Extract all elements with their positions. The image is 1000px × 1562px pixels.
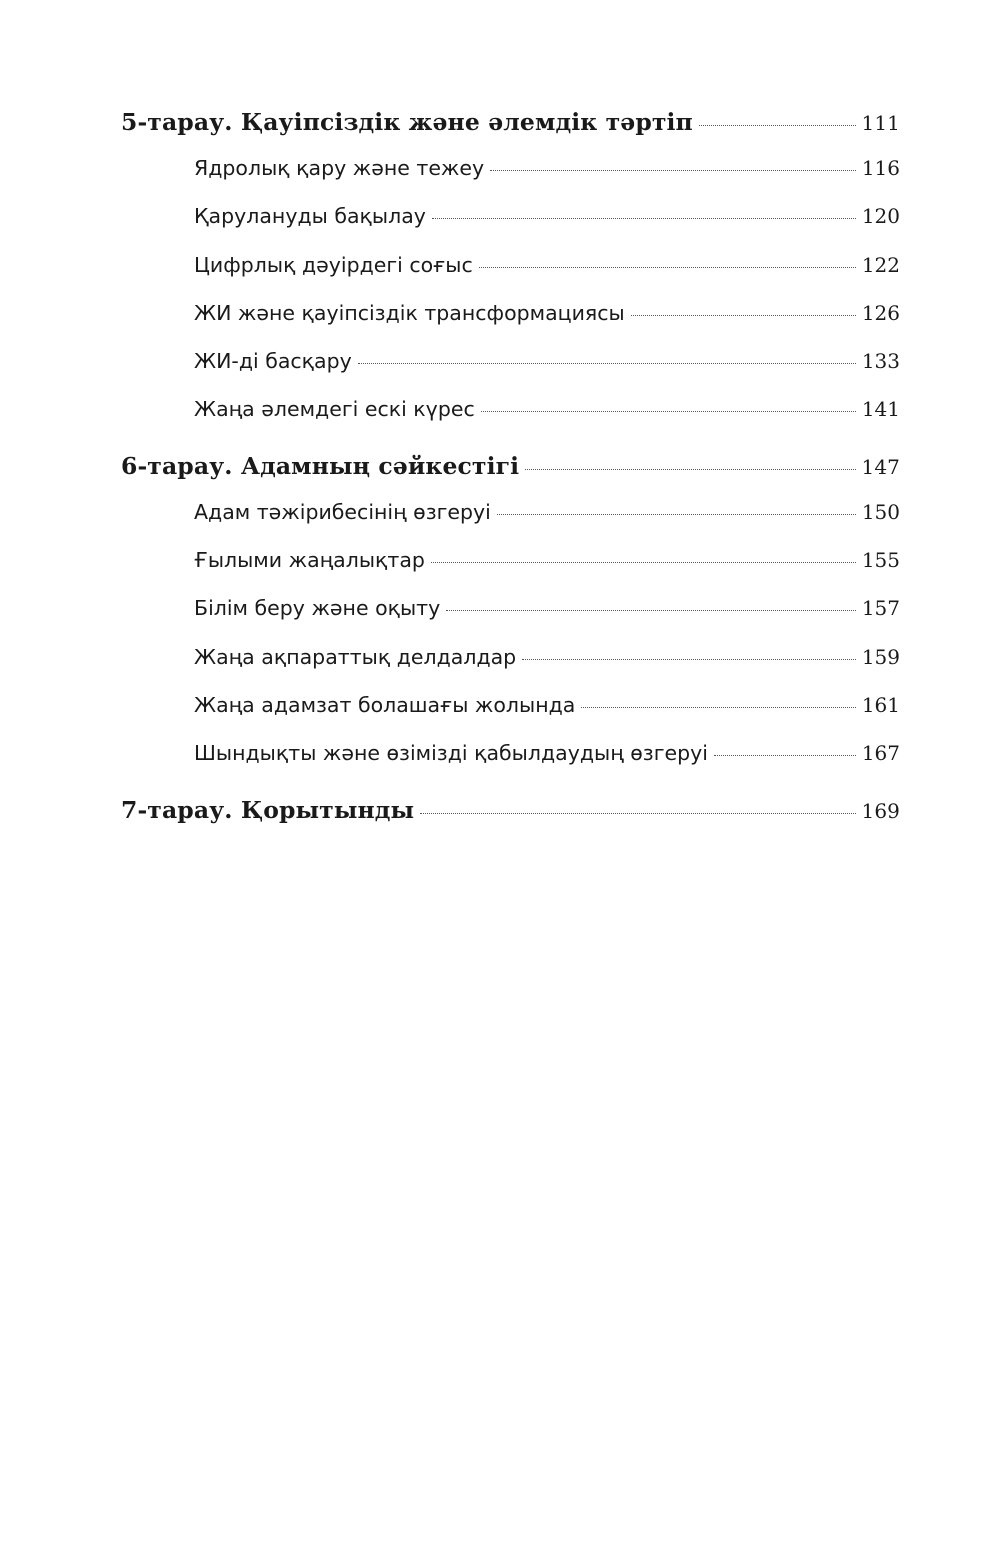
section-title: Қарулануды бақылау (194, 204, 426, 229)
chapter-heading[interactable] (121, 796, 900, 844)
chapter-6 (121, 452, 900, 790)
section-entry[interactable] (121, 349, 900, 397)
chapter-7 (121, 796, 900, 844)
section-title: ЖИ-ді басқару (194, 349, 352, 374)
dot-leader (699, 125, 856, 126)
section-page-number: 150 (861, 499, 900, 524)
chapter-title: 7-тарау. Қорытынды (121, 795, 415, 824)
section-page-number: 159 (861, 644, 900, 669)
chapter-title: 6-тарау. Адамның сәйкестігі (121, 451, 520, 480)
dot-leader (497, 514, 856, 515)
dot-leader (431, 562, 856, 563)
section-page-number: 141 (861, 397, 900, 422)
section-title: Жаңа әлемдегі ескі күрес (194, 397, 475, 422)
dot-leader (525, 469, 855, 470)
section-page-number: 161 (861, 692, 900, 717)
dot-leader (631, 315, 856, 316)
dot-leader (581, 707, 855, 708)
section-page-number: 167 (861, 741, 900, 766)
section-title: Шындықты және өзімізді қабылдаудың өзгеруі (194, 741, 708, 766)
chapter-5 (121, 108, 900, 446)
chapter-page-number: 169 (861, 798, 900, 823)
dot-leader (481, 411, 856, 412)
section-page-number: 122 (861, 252, 900, 277)
section-title: Адам тәжірибесінің өзгеруі (194, 499, 491, 524)
section-page-number: 126 (861, 300, 900, 325)
chapter-heading[interactable] (121, 452, 900, 500)
section-title: Жаңа ақпараттық делдалдар (194, 644, 517, 669)
section-entry[interactable] (121, 156, 900, 204)
section-entry[interactable] (121, 741, 900, 789)
chapter-heading[interactable] (121, 108, 900, 156)
dot-leader (714, 755, 856, 756)
dot-leader (358, 363, 856, 364)
dot-leader (479, 267, 856, 268)
chapter-title: 5-тарау. Қауіпсіздік және әлемдік тәртіп (121, 108, 693, 136)
dot-leader (446, 610, 856, 611)
section-entry[interactable] (121, 693, 900, 741)
section-entry[interactable] (121, 500, 900, 548)
section-page-number: 116 (861, 156, 900, 180)
section-entry[interactable] (121, 548, 900, 596)
dot-leader (420, 813, 855, 814)
section-entry[interactable] (121, 253, 900, 301)
section-entry[interactable] (121, 645, 900, 693)
section-entry[interactable] (121, 301, 900, 349)
section-entry[interactable] (121, 596, 900, 644)
section-page-number: 157 (861, 596, 900, 621)
section-title: Ядролық қару және тежеу (194, 156, 485, 180)
dot-leader (522, 659, 856, 660)
chapter-page-number: 147 (861, 454, 900, 479)
section-title: Цифрлық дәуірдегі соғыс (194, 252, 473, 277)
section-title: Жаңа адамзат болашағы жолында (194, 692, 576, 717)
section-entry[interactable] (121, 204, 900, 252)
section-page-number: 133 (861, 349, 900, 374)
table-of-contents (121, 108, 900, 844)
chapter-page-number: 111 (861, 111, 900, 135)
section-title: Ғылыми жаңалықтар (194, 548, 425, 573)
dot-leader (490, 170, 856, 171)
section-page-number: 155 (861, 548, 900, 573)
section-entry[interactable] (121, 397, 900, 445)
section-list (121, 156, 900, 446)
section-title: Білім беру және оқыту (194, 596, 441, 621)
section-list (121, 500, 900, 790)
dot-leader (432, 218, 856, 219)
section-title: ЖИ және қауіпсіздік трансформациясы (194, 300, 625, 325)
section-page-number: 120 (861, 204, 900, 229)
